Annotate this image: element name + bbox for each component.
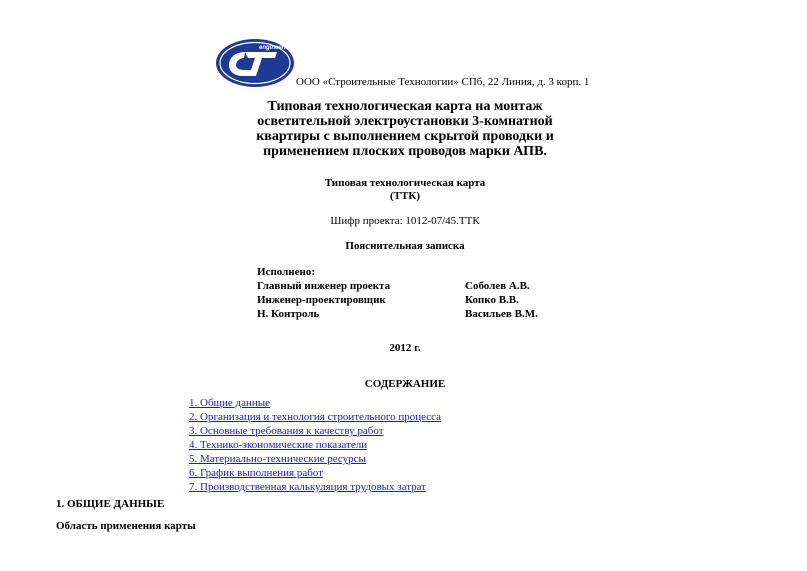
project-code: Шифр проекта: 1012-07/45.ТТК xyxy=(330,215,480,227)
toc-item xyxy=(189,424,441,438)
toc-item xyxy=(189,396,441,410)
toc-title: СОДЕРЖАНИЕ xyxy=(364,378,446,390)
signer-row xyxy=(257,279,577,293)
section-heading: 1. ОБЩИЕ ДАННЫЕ xyxy=(56,498,165,510)
toc-item xyxy=(189,410,441,424)
note-title: Пояснительная записка xyxy=(345,240,465,252)
subtitle-line: Типовая технологическая карта xyxy=(324,177,486,189)
toc-link-calculation[interactable]: 7. Производственная калькуляция трудовых затрат xyxy=(189,481,427,493)
signers-table xyxy=(257,279,577,321)
logo-text: engineering xyxy=(259,45,294,51)
toc-item xyxy=(189,438,441,452)
table-of-contents xyxy=(189,396,441,494)
toc-item xyxy=(189,480,441,494)
executed-label: Исполнено: xyxy=(257,266,316,278)
title-line: осветительной электроустановки 3-комнатной xyxy=(257,114,553,129)
section-subheading: Область применения карты xyxy=(56,520,196,532)
title-line: квартиры с выполнением скрытой проводки и xyxy=(256,129,554,144)
signer-role: Инженер-проектировщик xyxy=(257,294,386,306)
signer-name: Васильев В.М. xyxy=(465,308,538,320)
subtitle-line: (ТТК) xyxy=(390,190,420,202)
toc-link-quality[interactable]: 3. Основные требования к качеству работ xyxy=(189,425,384,437)
toc-link-schedule[interactable]: 6. График выполнения работ xyxy=(189,467,323,479)
toc-link-indicators[interactable]: 4. Технико-экономические показатели xyxy=(189,439,368,451)
signer-row xyxy=(257,307,577,321)
signer-role: Главный инженер проекта xyxy=(257,280,391,292)
signer-role: Н. Контроль xyxy=(257,308,320,320)
document-subtitle xyxy=(250,177,560,203)
company-line: ООО «Строительные Технологии» СПб, 22 Линия, д. 3 корп. 1 xyxy=(296,76,590,88)
document-title xyxy=(200,99,610,159)
document-year: 2012 г. xyxy=(389,342,421,354)
toc-item xyxy=(189,452,441,466)
signer-row xyxy=(257,293,577,307)
title-line: Типовая технологическая карта на монтаж xyxy=(267,99,543,114)
title-line: применением плоских проводов марки АПВ. xyxy=(263,144,547,159)
signer-name: Соболев А.В. xyxy=(465,280,530,292)
signer-name: Копко В.В. xyxy=(465,294,519,306)
company-logo xyxy=(215,38,295,88)
toc-link-general[interactable]: 1. Общие данные xyxy=(189,397,271,409)
toc-item xyxy=(189,466,441,480)
toc-link-resources[interactable]: 5. Материально-технические ресурсы xyxy=(189,453,366,465)
toc-link-organization[interactable]: 2. Организация и технология строительного процесса xyxy=(189,411,442,423)
